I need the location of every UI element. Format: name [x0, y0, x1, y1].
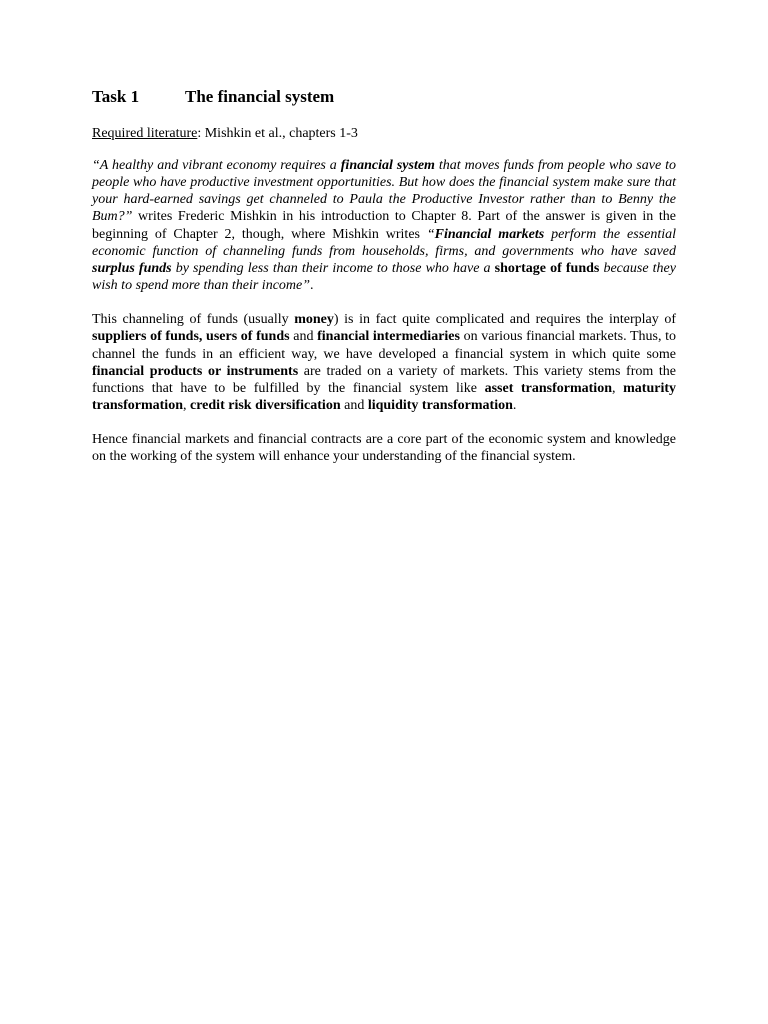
quote-text: by spending less than their income to those who have a — [171, 260, 495, 276]
body-text: ) is in fact quite complicated and requires the interplay of — [333, 312, 677, 328]
body-text: writes Frederic Mishkin in his introduction to Chapter 8. Part of the answer is given in the beginning of Chapter 2, though, where Mishkin writes — [92, 209, 676, 242]
emphasis-term: maturity transformation — [92, 380, 677, 414]
emphasis-term: surplus funds — [92, 260, 172, 276]
emphasis-term: money — [294, 312, 334, 328]
emphasis-term: Financial markets — [434, 226, 545, 242]
body-text: on various financial markets. Thus, to channel the funds in an efficient way, we have developed a financial system in which quite some — [92, 329, 677, 362]
emphasis-term: credit risk diversification — [190, 398, 341, 414]
emphasis-term: liquidity transformation — [367, 398, 513, 414]
emphasis-term: financial intermediaries — [317, 329, 460, 345]
conclusion-paragraph — [92, 431, 676, 465]
emphasis-term: suppliers of funds, users of funds — [92, 329, 290, 345]
quote-text: “ — [426, 226, 435, 242]
task-title: The financial system — [185, 87, 335, 106]
emphasis-term: asset transformation — [484, 380, 612, 396]
intro-paragraph — [92, 157, 676, 294]
body-text: This channeling of funds (usually — [92, 312, 295, 328]
body-text: , — [611, 380, 624, 396]
emphasis-term: financial products or instruments — [92, 363, 299, 379]
body-text: Hence financial markets and financial contracts are a core part of the economic system and knowledge on the working of the system will enhance your understanding of the financial system. — [92, 432, 676, 465]
emphasis-term: shortage of funds — [494, 260, 600, 276]
quote-text: “A healthy and vibrant economy requires a — [92, 158, 341, 173]
body-text: and — [289, 329, 318, 345]
quote-text: because they wish to spend more than their income” — [92, 260, 676, 294]
quote-text: perform the essential economic function of channeling funds from households, firms, and governments who have saved — [92, 226, 676, 259]
required-literature — [92, 125, 676, 143]
required-literature-text: : Mishkin et al., chapters 1-3 — [197, 126, 358, 141]
quote-text: that moves funds from people who save to people who have productive investment opportunities. But how does the financial system make sure that your hard-earned savings get channeled to Paula the Productive Investor rather than to Benny the Bum?” — [92, 158, 676, 225]
channeling-paragraph — [92, 311, 676, 414]
body-text: and — [340, 398, 368, 414]
body-text: . — [310, 278, 314, 294]
task-heading — [92, 86, 676, 108]
body-text: are traded on a variety of markets. This variety stems from the functions that have to be fulfilled by the financial system like — [92, 363, 676, 396]
required-literature-label: Required literature — [92, 126, 198, 141]
emphasis-term: financial system — [340, 158, 435, 173]
task-number: Task 1 — [92, 87, 140, 106]
document-page — [92, 86, 676, 466]
body-text: , — [183, 398, 190, 414]
body-text: . — [512, 398, 517, 414]
